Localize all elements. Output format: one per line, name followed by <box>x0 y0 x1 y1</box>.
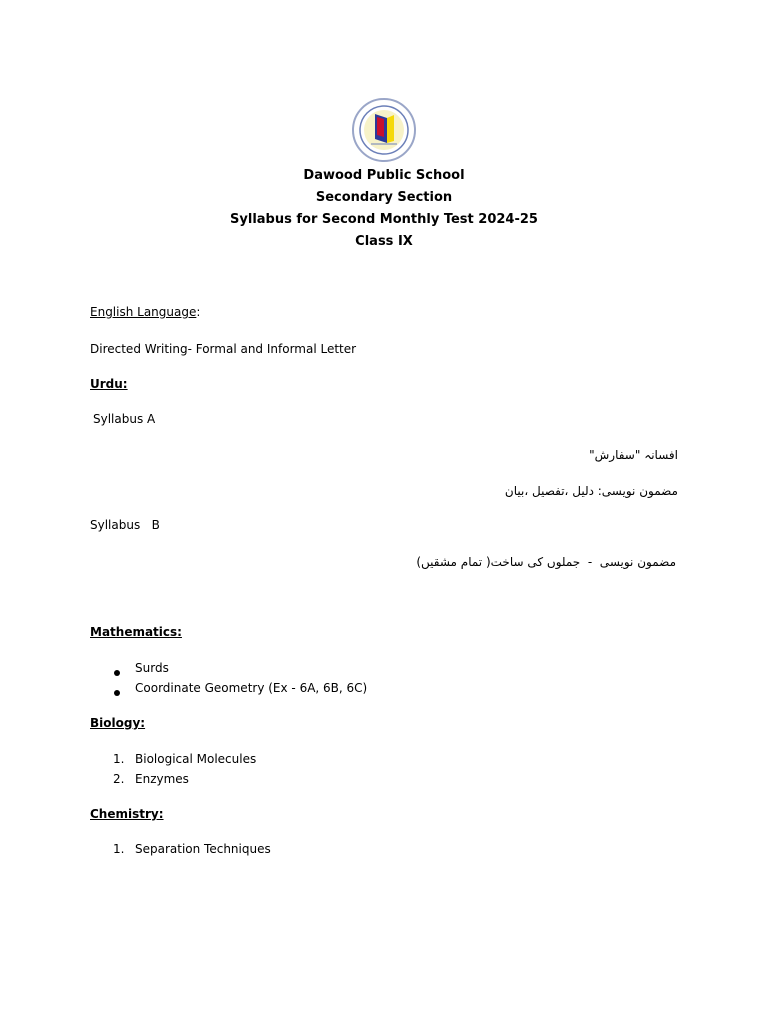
bullet-icon <box>114 665 120 680</box>
school-name: Dawood Public School <box>303 168 465 183</box>
english-colon: : <box>196 305 201 319</box>
urdu-b-item-1: مضمون نویسی - جملوں کی ساخت( تمام مشقیں) <box>416 555 676 569</box>
document-title: Syllabus for Second Monthly Test 2024-25 <box>230 212 538 227</box>
chemistry-item-1-number: 1. <box>113 842 125 856</box>
chemistry-item-1: Separation Techniques <box>135 842 271 856</box>
school-logo <box>351 97 417 163</box>
english-item: Directed Writing- Formal and Informal Letter <box>90 342 357 356</box>
urdu-syllabus-a: Syllabus A <box>93 412 156 426</box>
biology-heading: Biology: <box>90 716 146 730</box>
mathematics-heading: Mathematics: <box>90 625 182 639</box>
urdu-a-item-1: افسانہ "سفارش" <box>589 448 678 462</box>
chemistry-heading: Chemistry: <box>90 807 164 821</box>
math-item-1: Surds <box>135 661 169 675</box>
biology-item-2-number: 2. <box>113 772 125 786</box>
biology-item-2: Enzymes <box>135 772 189 786</box>
bullet-icon <box>114 685 120 700</box>
urdu-a-item-2: مضمون نویسی: دلیل ،تفصیل ،بیان <box>504 484 678 498</box>
biology-item-1: Biological Molecules <box>135 752 257 766</box>
class-name: Class IX <box>355 234 413 249</box>
math-item-2: Coordinate Geometry (Ex - 6A, 6B, 6C) <box>135 681 368 695</box>
urdu-heading: Urdu: <box>90 377 128 391</box>
urdu-syllabus-b: Syllabus B <box>90 518 160 532</box>
section-name: Secondary Section <box>315 190 453 205</box>
english-heading-line <box>90 305 200 320</box>
biology-item-1-number: 1. <box>113 752 125 766</box>
english-heading: English Language <box>90 305 197 319</box>
